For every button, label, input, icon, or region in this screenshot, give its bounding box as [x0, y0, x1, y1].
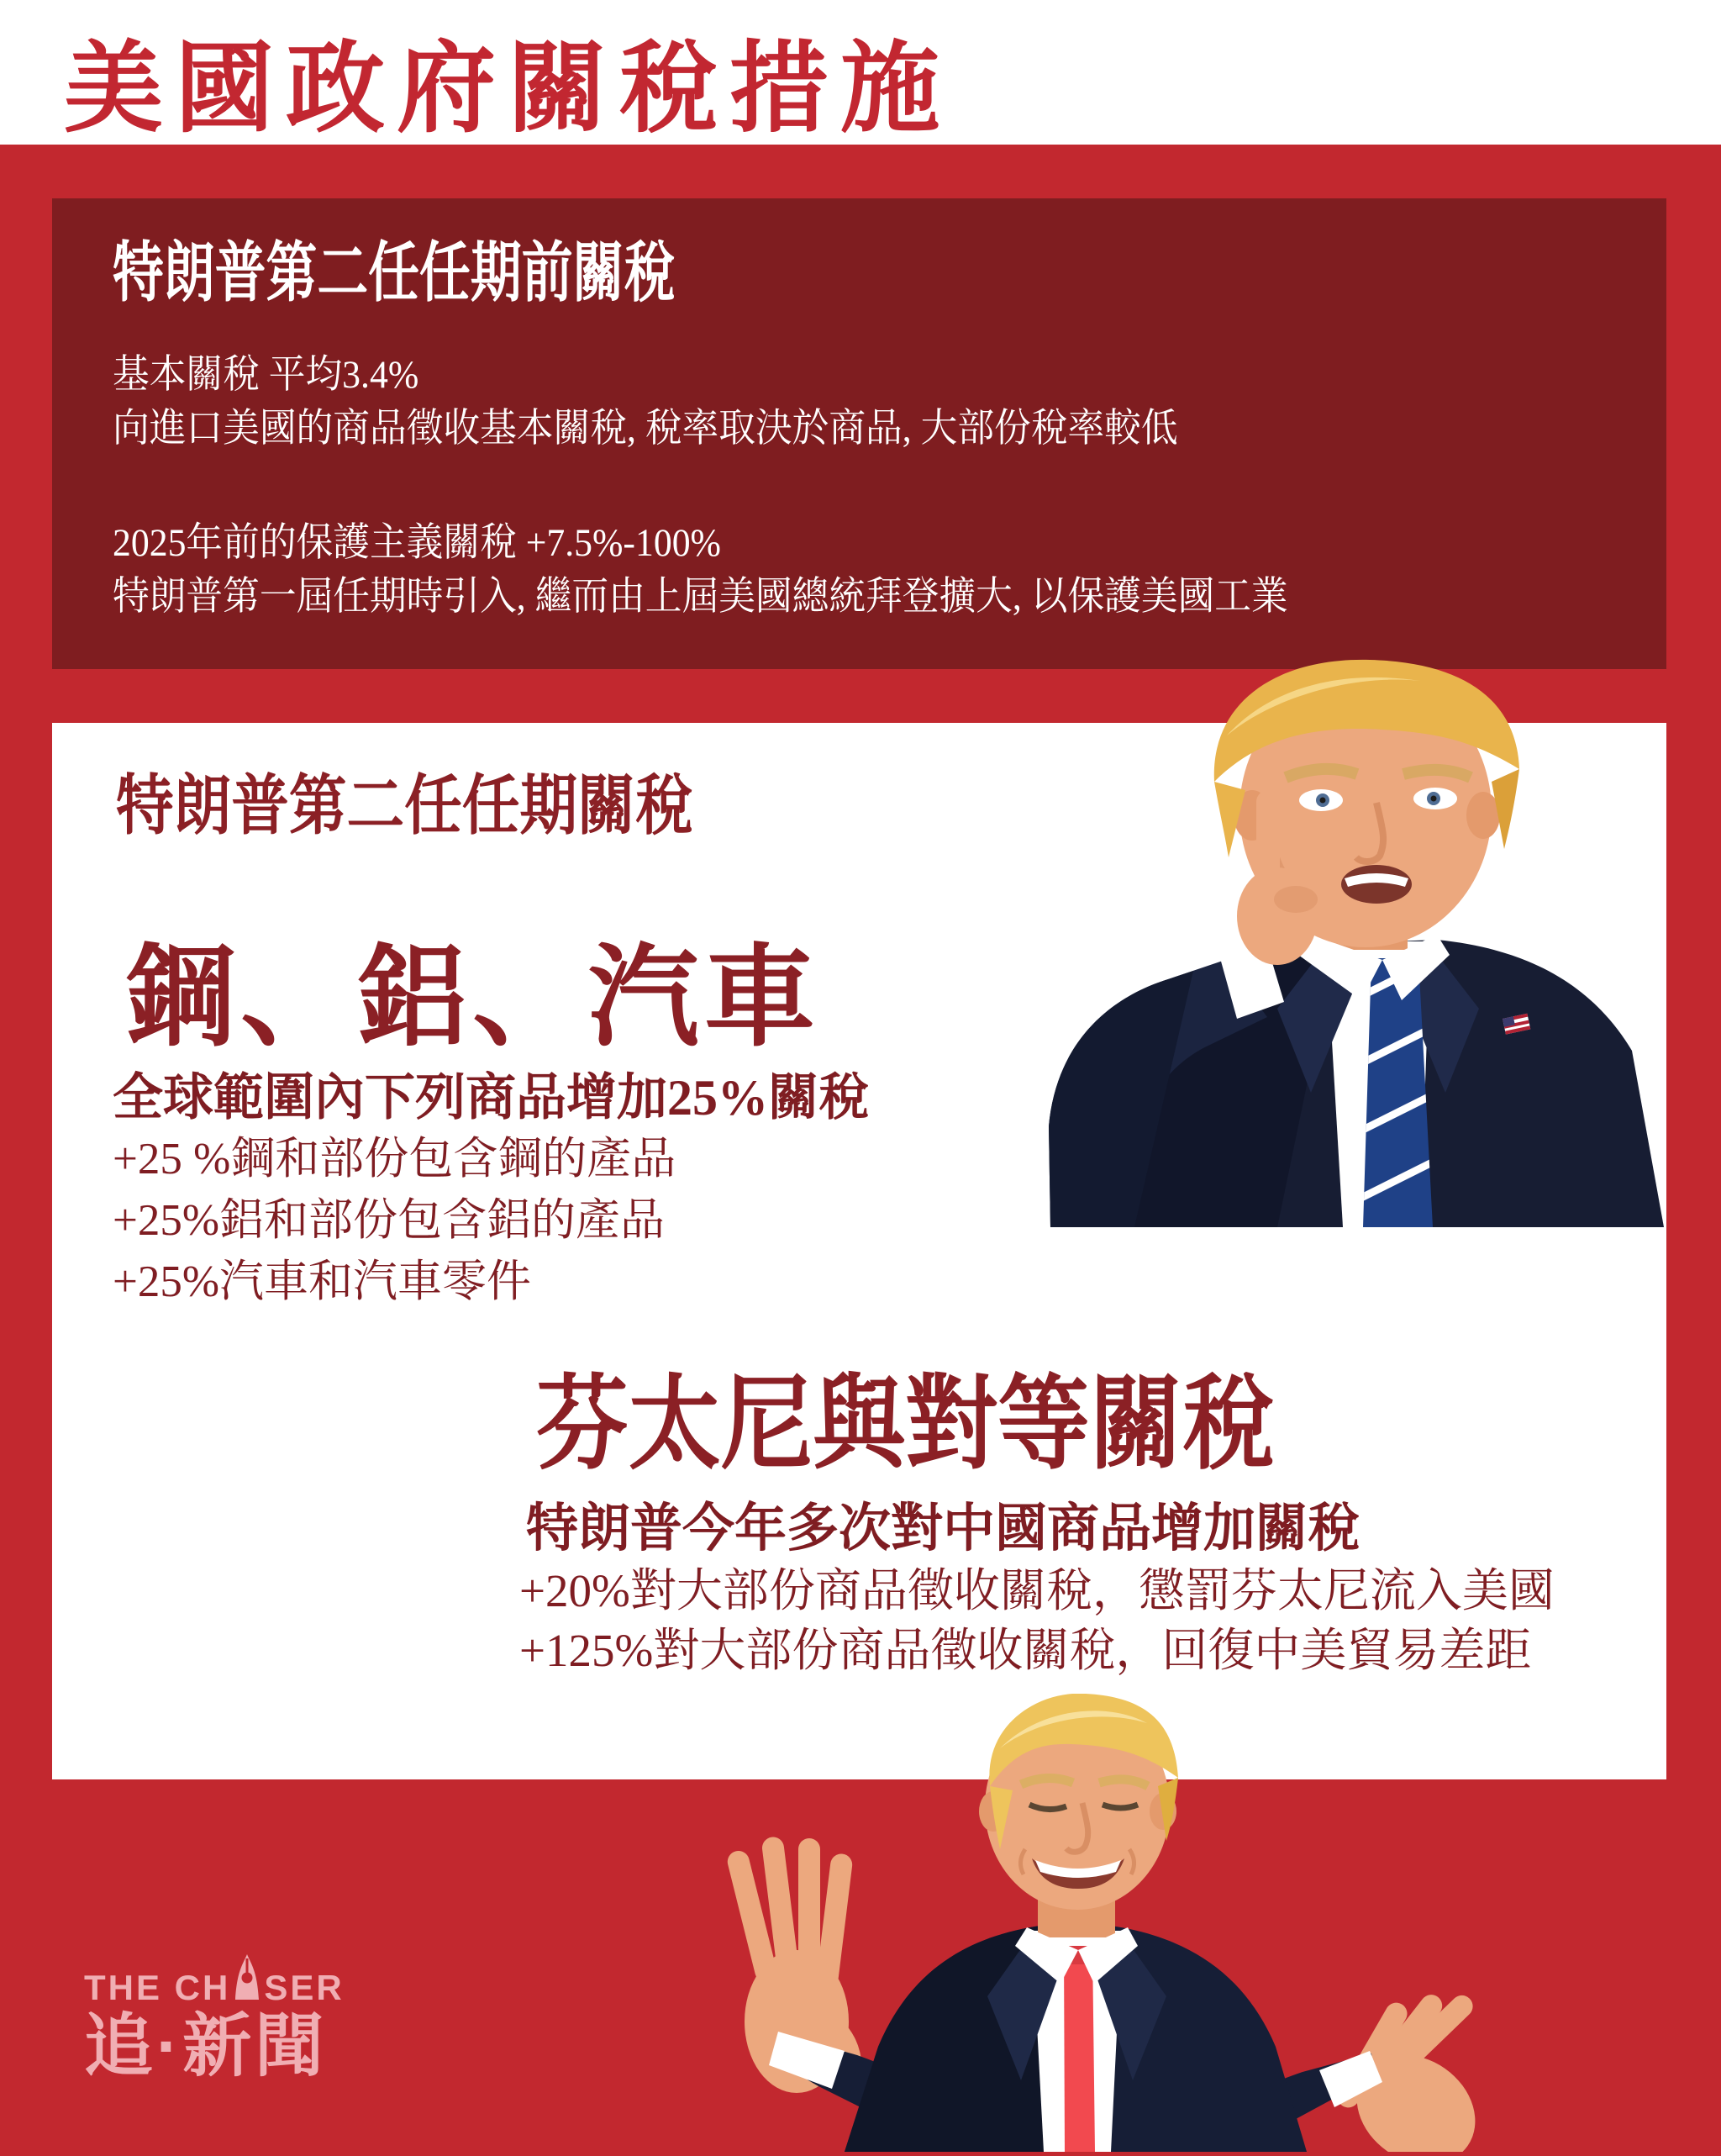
pre-box-title: 特朗普第二任任期前關稅 — [113, 236, 676, 309]
logo-tagline: 追·新聞 — [84, 2008, 328, 2085]
second-term-title: 特朗普第二任任期關稅 — [116, 769, 693, 842]
fentanyl-subheading: 特朗普今年多次對中國商品增加關稅 — [526, 1500, 1360, 1558]
steel-subheading: 全球範圍內下列商品增加25%關稅 — [113, 1070, 869, 1125]
trump-open-arms-photo — [697, 1694, 1479, 2152]
logo-name-suffix: SER — [264, 1968, 345, 2007]
second-term-tariff-box — [52, 723, 1666, 1779]
logo-name-prefix: THE CH — [84, 1968, 231, 2007]
fentanyl-125pct-item: +125%對大部份商品徵收關稅，回復中美貿易差距 — [519, 1625, 1532, 1676]
cars-item: +25%汽車和汽車零件 — [113, 1257, 532, 1306]
steel-item: +25 %鋼和部份包含鋼的產品 — [113, 1135, 676, 1183]
logo-name — [84, 1960, 345, 2006]
fentanyl-reciprocal-heading: 芬太尼與對等關稅 — [536, 1368, 1275, 1482]
fentanyl-20pct-item: +20%對大部份商品徵收關稅，懲罰芬太尼流入美國 — [519, 1565, 1555, 1616]
protectionist-tariff-desc: 特朗普第一屆任期時引入, 繼而由上屆美國總統拜登擴大, 以保護美國工業 — [113, 575, 1288, 619]
steel-aluminum-cars-heading: 鋼、鋁、汽車 — [124, 936, 820, 1060]
page-title: 美國政府關稅措施 — [64, 34, 952, 145]
aluminum-item: +25%鋁和部份包含鋁的產品 — [113, 1196, 666, 1245]
the-chaser-logo — [84, 1960, 345, 2085]
pre-second-term-tariff-box — [52, 198, 1666, 669]
protectionist-tariff-title: 2025年前的保護主義關稅 +7.5%-100% — [113, 521, 721, 565]
pen-nib-icon — [232, 1954, 262, 2006]
basic-tariff-title: 基本關稅 平均3.4% — [113, 353, 419, 397]
trump-pointing-photo — [1000, 656, 1681, 1227]
header-band — [0, 0, 1721, 145]
basic-tariff-desc: 向進口美國的商品徵收基本關稅, 稅率取決於商品, 大部份稅率較低 — [113, 407, 1178, 451]
